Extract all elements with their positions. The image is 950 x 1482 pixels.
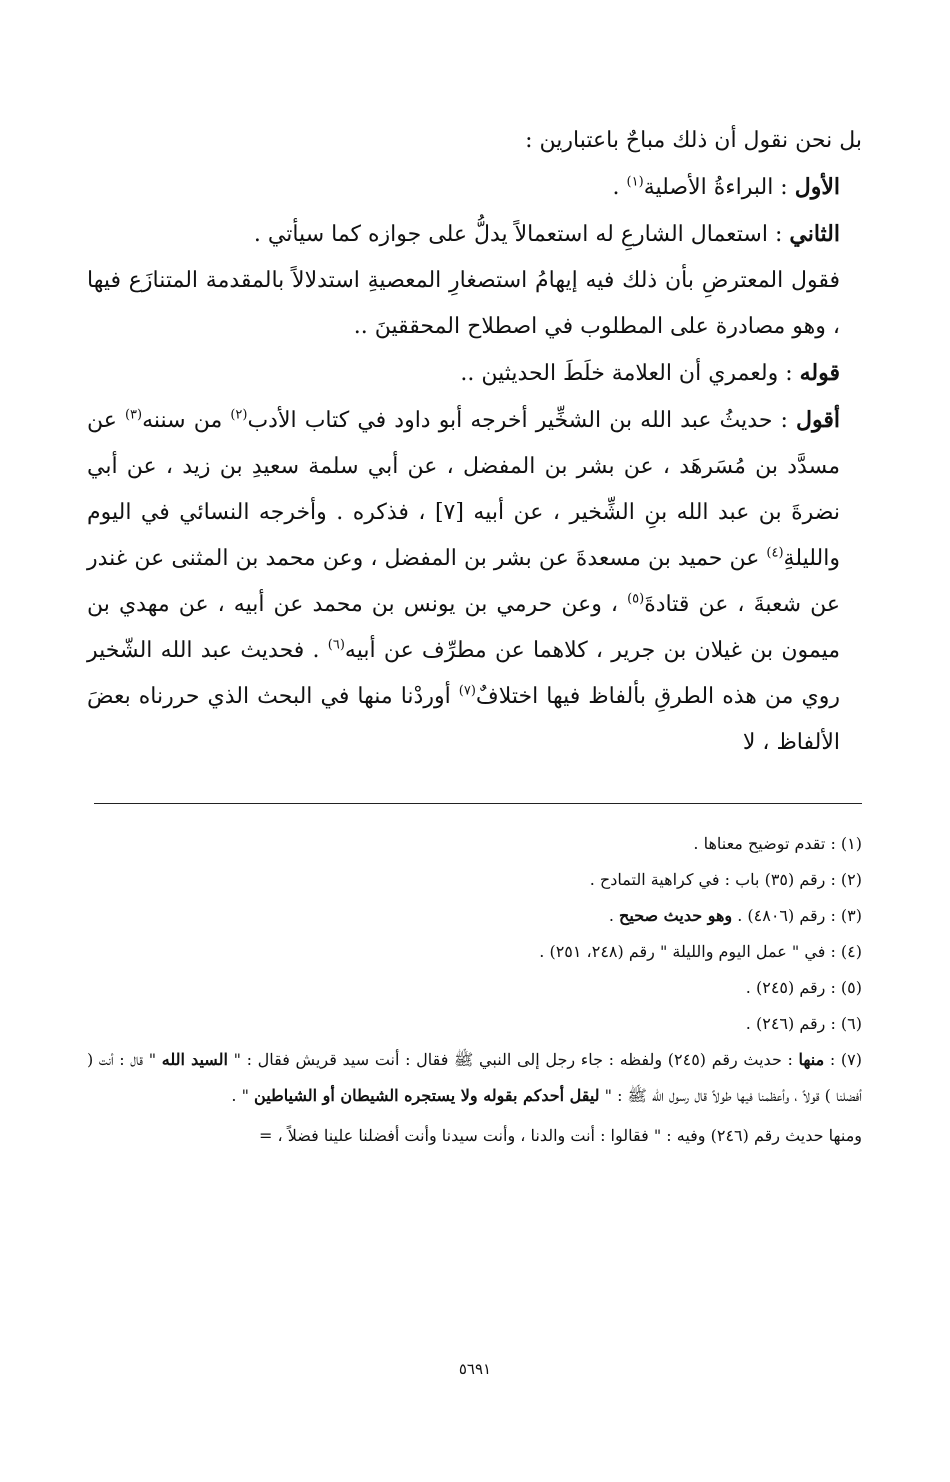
answer-text-5: ، وعن حرمي بن يونس بن محمد عن أبيه ، عن مهدي بن ميمون بن غيلان بن جرير ، كلاهما عن مطرِّف عن أبيه — [87, 592, 840, 663]
footnote-6-text: (٦) : رقم (٢٤٦) . — [745, 1014, 862, 1033]
footnote-ref-5: (٥) — [627, 591, 645, 607]
page-number: ٥٦٩١ — [458, 1360, 492, 1378]
answer-text-3: عن مسدَّد بن مُسَرهَد ، عن بشر بن المفضل ، عن أبي سلمة سعيدِ بن زيد ، عن أبي نضرةَ بن عبد الله بنِ الشِّخير ، عن أبيه [٧] ، فذكره . وأخرجه النسائي في اليوم والليلةِ — [87, 408, 840, 571]
footnote-4-text: (٤) : في " عمل اليوم والليلة " رقم (٢٤٨، ٢٥١) . — [539, 942, 862, 961]
quote-paragraph — [87, 350, 862, 397]
footnote-3-grade: وهو حديث صحيح — [619, 906, 733, 925]
footnote-1-text: (١) : تقدم توضيح معناها . — [693, 834, 862, 853]
point-first-text: : البراءةُ الأصلية — [643, 175, 795, 200]
footnote-5 — [87, 970, 862, 1006]
quote-text: : ولعمري أن العلامة خلَطَ الحديثين .. — [460, 361, 800, 386]
footnote-7 — [87, 1042, 862, 1114]
footnotes — [87, 826, 862, 1154]
point-first-label: الأول — [794, 174, 840, 200]
footnote-2 — [87, 862, 862, 898]
footnote-4 — [87, 934, 862, 970]
intro-line — [87, 118, 862, 164]
footnote-7-quote-2: ليقل أحدكم بقوله ولا يستجره الشيطان أو الشياطين — [254, 1086, 600, 1105]
footnote-7-text-1: : حديث رقم (٢٤٥) ولفظه : جاء رجل إلى النبي ﷺ فقال : أنت سيد قريش فقال : " — [227, 1050, 799, 1069]
footnote-ref-2: (٢) — [230, 407, 248, 423]
intro-text: بل نحن نقول أن ذلك مباحٌ باعتبارين : — [525, 128, 862, 153]
quote-label: قوله — [799, 360, 840, 386]
footnote-2-text: (٢) : رقم (٣٥) باب : في كراهية التمادح . — [589, 870, 862, 889]
answer-text-6: . فحديث عبد الله الشّخير روي من هذه الطرقِ بألفاظ فيها اختلافٌ — [87, 638, 840, 709]
footnote-3 — [87, 898, 862, 934]
objection-text: فقول المعترضِ بأن ذلك فيه إيهامُ استصغارِ المعصيةِ استدلالاً بالمقدمة المتنازَع فيها ، وهو مصادرة على المطلوب في اصطلاح المحققينَ .. — [87, 268, 840, 339]
footnote-7-lead: منها — [798, 1050, 825, 1069]
footnote-5-text: (٥) : رقم (٢٤٥) . — [745, 978, 862, 997]
main-text — [87, 118, 862, 766]
answer-text-7: أوردْنا منها في البحث الذي حررناه بعضَ الألفاظ ، لا — [87, 684, 840, 755]
point-second-text: : استعمال الشارعِ له استعمالاً يدلُّ على جوازه كما سيأتي . — [253, 222, 790, 247]
answer-text-4: عن حميد بن مسعدةَ عن بشر بن المفضل ، وعن محمد بن المثنى عن غندر عن شعبةَ ، عن قتادةَ — [87, 546, 840, 617]
footnote-7-text-2: " قال : أنت ( أفضلنا ) قولاً ، وأعظمنا فيها طولاً قال رسول الله ﷺ : " — [87, 1050, 862, 1105]
answer-label: أقول — [796, 407, 840, 433]
point-first-end: . — [612, 175, 627, 200]
footnote-ref-1: (١) — [626, 174, 644, 190]
footnote-ref-3: (٣) — [124, 407, 143, 423]
answer-paragraph — [87, 397, 862, 766]
point-second — [87, 211, 862, 258]
point-second-label: الثاني — [789, 221, 840, 247]
footnote-7-end: " . — [231, 1086, 255, 1105]
footnote-7-quote-1: السيد الله — [161, 1050, 228, 1069]
footnote-7-num: (٧) : — [824, 1050, 862, 1069]
footnote-ref-6: (٦) — [327, 637, 345, 653]
footnote-7-continuation — [87, 1118, 862, 1154]
footnote-ref-7: (٧) — [458, 683, 476, 699]
footnote-3-text: (٣) : رقم (٤٨٠٦) . — [732, 906, 862, 925]
objection-paragraph — [87, 258, 862, 350]
footnote-7-continuation-text: ومنها حديث رقم (٢٤٦) وفيه : " فقالوا : أنت والدنا ، وأنت سيدنا وأنت أفضلنا علينا فضلاً ، = — [258, 1126, 862, 1145]
answer-text-1: : حديثُ عبد الله بن الشخِّير أخرجه أبو داود في كتاب الأدب — [247, 408, 797, 433]
point-first — [87, 164, 862, 211]
footnote-6 — [87, 1006, 862, 1042]
footnote-3-end: . — [608, 906, 620, 925]
footnote-1 — [87, 826, 862, 862]
footnote-divider — [94, 803, 862, 804]
answer-text-2: من سننه — [142, 408, 231, 433]
footnote-ref-4: (٤) — [766, 545, 784, 561]
